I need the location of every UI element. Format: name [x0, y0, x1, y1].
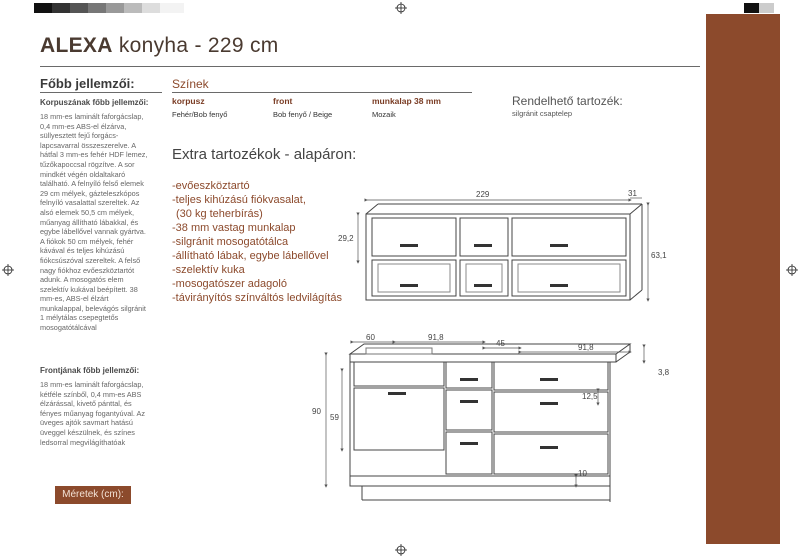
handle-icon — [400, 244, 418, 247]
color-col-korpusz: korpusz — [172, 96, 205, 106]
dim-base-60: 60 — [366, 333, 375, 342]
extra-item: -evőeszköztartó — [172, 180, 250, 192]
dim-upper-height-left: 29,2 — [338, 234, 354, 243]
dimensions-label: Méretek (cm): — [55, 486, 131, 504]
handle-icon — [400, 284, 418, 287]
handle-icon — [550, 284, 568, 287]
color-col-worktop: munkalap 38 mm — [372, 96, 441, 106]
front-heading: Frontjának főbb jellemzői: — [40, 366, 140, 375]
available-accessory-value: silgránit csaptelep — [512, 109, 573, 118]
handle-icon — [540, 402, 558, 405]
dim-upper-width: 229 — [476, 190, 490, 199]
dim-base-91-8-a: 91,8 — [428, 333, 444, 342]
body-description: 18 mm-es laminált faforgácslap, 0,4 mm-es ABS-el élzárva, süllyesztett fejű forgács- lapcsavarral összeszerelve. A hátfal 3 mm-es fehér HDF lemez, tűzőkapoccsal rögzítve. A sor mindkét végén oldaltakaró található. A felnyíló felső elemek 29 cm mélyek, gázteleszkópos felnyíló vasalattal szereltek. Az alsó elemek 50,5 cm mélyek, műanyag állítható lábakkal, és egybe lábellővel vannak gyártva. A fiókok 50 cm mélyek, fehér kávával és teljes kihúzású fiókcsúszóval szereltek. A felső nagy fiókhoz evőeszköztartót adunk. A mosogatós elem szelektív kukával beépített. 38 mm-es, ABS-el élzárt munkalappal, belevágós silgránit 1 mélytálas csepegtetős mosogatótálcával — [40, 112, 148, 333]
color-val-front: Bob fenyő / Beige — [273, 110, 333, 119]
dim-worktop: 3,8 — [658, 368, 670, 377]
extra-item: -silgránit mosogatótálca — [172, 236, 289, 248]
extra-item: -teljes kihúzású fiókvasalat, — [172, 194, 306, 206]
extra-item: (30 kg teherbírás) — [176, 208, 263, 220]
colors-heading: Színek — [172, 77, 209, 91]
available-accessory-heading: Rendelhető tartozék: — [512, 94, 623, 108]
handle-icon — [460, 400, 478, 403]
color-val-korpusz: Fehér/Bob fenyő — [172, 110, 228, 119]
features-heading: Főbb jellemzői: — [40, 76, 135, 91]
sink — [366, 348, 432, 354]
handle-icon — [388, 392, 406, 395]
handle-icon — [540, 446, 558, 449]
extra-item: -38 mm vastag munkalap — [172, 222, 296, 234]
dim-height-90: 90 — [312, 407, 321, 416]
upper-door-3 — [512, 218, 626, 256]
dim-height-59: 59 — [330, 413, 339, 422]
handle-icon — [460, 378, 478, 381]
dim-plinth: 10 — [578, 469, 587, 478]
upper-glass-door-3 — [512, 260, 626, 296]
dim-drawer: 12,5 — [582, 392, 598, 401]
dim-upper-height-right: 63,1 — [651, 251, 667, 260]
handle-icon — [550, 244, 568, 247]
dim-base-45: 45 — [496, 339, 505, 348]
upper-door-2 — [460, 218, 508, 256]
handle-icon — [474, 284, 492, 287]
dim-base-91-8-b: 91,8 — [578, 343, 594, 352]
worktop-front — [350, 354, 616, 362]
dim-upper-depth: 31 — [628, 189, 637, 198]
title-rest: konyha - 229 cm — [118, 34, 279, 57]
upper-door-1 — [372, 218, 456, 256]
extra-item: -távirányítós színváltós ledvilágítás — [172, 292, 342, 304]
color-val-worktop: Mozaik — [372, 110, 396, 119]
extra-item: -állítható lábak, egybe lábellővel — [172, 250, 329, 262]
front-description: 18 mm-es laminált faforgácslap, kétféle színből, 0,4 mm-es ABS élzárással, kivető pánttal, és fényes műanyag fogantyúval. Az üveges ajtók savmart hatású üveggel készülnek, és színes ledsorral megvilágíthatóak — [40, 380, 146, 447]
handle-icon — [474, 244, 492, 247]
handle-icon — [460, 442, 478, 445]
brand-name: ALEXA — [40, 34, 113, 57]
upper-glass-door-1 — [372, 260, 456, 296]
upper-cabinet-body — [366, 214, 630, 300]
extra-item: -szelektív kuka — [172, 264, 245, 276]
extras-heading: Extra tartozékok - alapáron: — [172, 146, 357, 163]
color-col-front: front — [273, 96, 293, 106]
body-heading: Korpuszának főbb jellemzői: — [40, 98, 149, 107]
extra-item: -mosogatószer adagoló — [172, 278, 287, 290]
base-cabinets — [350, 344, 630, 502]
handle-icon — [540, 378, 558, 381]
upper-glass-door-2 — [460, 260, 508, 296]
